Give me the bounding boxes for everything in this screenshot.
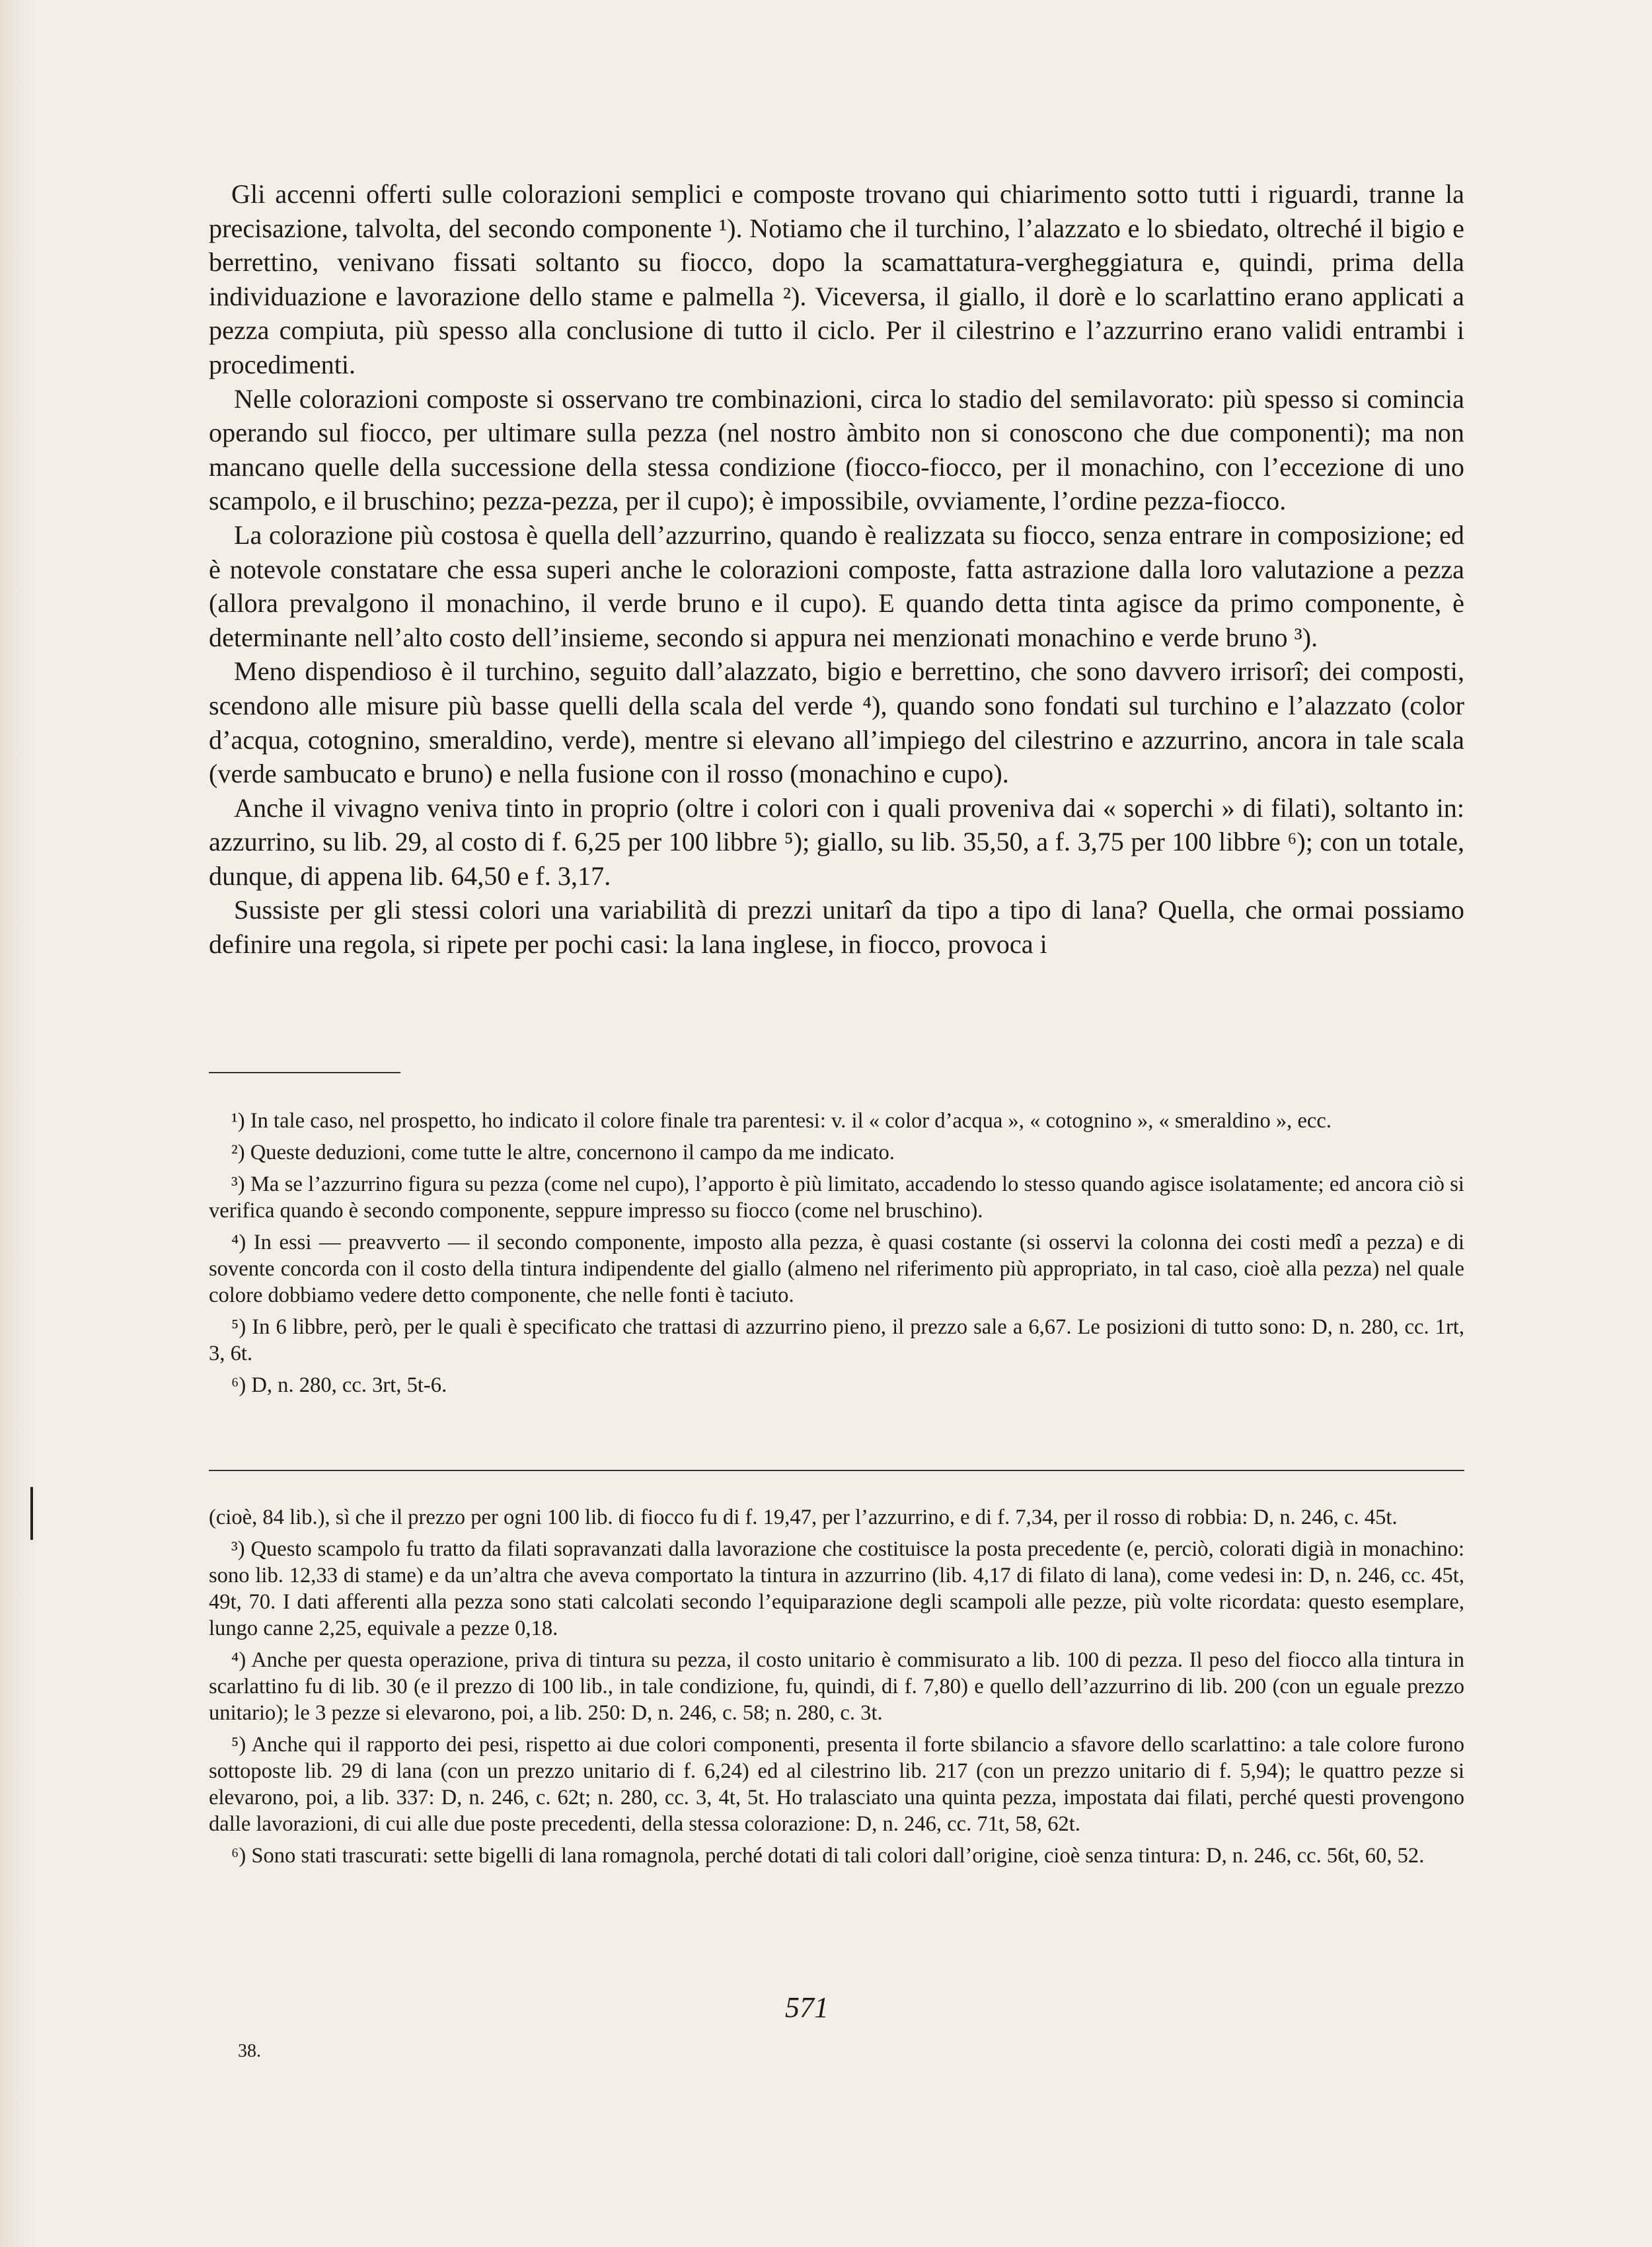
table-note-4: ⁴) Anche per questa operazione, priva di tintura su pezza, il costo unitario è commisurato a lib. 100 di pezza. Il peso del fiocco alla tintura in scarlattino fu di lib. 30 (e il prezzo di 100 lib., in tale condizione, fu, quindi, di f. 7,80) e quello dell’azzurrino di lib. 200 (con un eguale prezzo unitario); le 3 pezze si elevarono, poi, a lib. 250: D, n. 246, c. 58; n. 280, c. 3t.: [209, 1648, 1464, 1725]
footnote-1: ¹) In tale caso, nel prospetto, ho indicato il colore finale tra parentesi: v. il « color d’acqua », « cotognino », « smeraldino », ecc.: [231, 1109, 1332, 1133]
table-note-3: ³) Questo scampolo fu tratto da filati sopravanzati dalla lavorazione che costituisce la posta precedente (e, perciò, colorati digià in monachino: sono lib. 12,33 di stame) e da un’altra che aveva comportato la tintura in azzurrino (lib. 4,17 di filato di lana), come vedesi in: D, n. 246, cc. 45t, 49t, 70. I dati afferenti alla pezza sono stati calcolati secondo l’equiparazione degli scampoli alle pezze, più volte ricordata: questo esemplare, lungo canne 2,25, equivale a pezze 0,18.: [209, 1537, 1464, 1640]
table-note-5: ⁵) Anche qui il rapporto dei pesi, rispetto ai due colori componenti, presenta il forte sbilancio a sfavore dello scarlattino: a tale colore furono sottoposte lib. 29 di lana (con un prezzo unitario di f. 6,24) ed al cilestrino lib. 217 (con un prezzo unitario di f. 5,94); le quattro pezze si elevarono, poi, a lib. 337: D, n. 246, c. 62t; n. 280, cc. 3, 4t, 5t. Ho tralasciato una quinta pezza, impostata dai filati, perché questi provengono dalle lavorazioni, di cui alle due poste precedenti, della stessa colorazione: D, n. 246, cc. 71t, 58, 62t.: [209, 1733, 1464, 1836]
body-paragraph-2: Nelle colorazioni composte si osservano tre combinazioni, circa lo stadio del semilavorato: più spesso si comincia operando sul fiocco, per ultimare sulla pezza (nel nostro àmbito non si conoscono che due componenti); ma non mancano quelle della successione della stessa condizione (fiocco-fiocco, per il monachino, con l’eccezione di uno scampolo, e il bruschino; pezza-pezza, per il cupo); è impossibile, ovviamente, l’ordine pezza-fiocco.: [209, 383, 1464, 516]
footnote-4: ⁴) In essi — preavverto — il secondo componente, imposto alla pezza, è quasi costante (si osservi la colonna dei costi medî a pezza) e di sovente concorda con il costo della tintura indipendente del giallo (almeno nel riferimento più appropriato, in tal caso, cioè alla pezza) nel quale colore dobbiamo vedere detto componente, che nelle fonti è taciuto.: [209, 1231, 1464, 1307]
footnote-2: ²) Queste deduzioni, come tutte le altre, concernono il campo da me indicato.: [231, 1141, 895, 1164]
footnote-5: ⁵) In 6 libbre, però, per le quali è specificato che trattasi di azzurrino pieno, il prezzo sale a 6,67. Le posizioni di tutto sono: D, n. 280, cc. 1rt, 3, 6t.: [209, 1315, 1464, 1365]
footnote-6: ⁶) D, n. 280, cc. 3rt, 5t-6.: [231, 1373, 447, 1397]
footnotes-bottom: [209, 1504, 1464, 1874]
table-notes-separator: [209, 1470, 1464, 1471]
footnote-3: ³) Ma se l’azzurrino figura su pezza (come nel cupo), l’apporto è più limitato, accadendo lo stesso quando agisce isolatamente; ed ancora ciò si verifica quando è secondo componente, seppure impresso su fiocco (come nel bruschino).: [209, 1172, 1464, 1223]
binding-mark: [30, 1487, 33, 1540]
body-paragraph-5: Anche il vivagno veniva tinto in proprio (oltre i colori con i quali proveniva dai « soperchi » di filati), soltanto in: azzurrino, su lib. 29, al costo di f. 6,25 per 100 libbre ⁵); giallo, su lib. 35,50, a f. 3,75 per 100 libbre ⁶); con un totale, dunque, di appena lib. 64,50 e f. 3,17.: [209, 792, 1464, 891]
main-text: [209, 177, 1464, 962]
body-paragraph-1: Gli accenni offerti sulle colorazioni semplici e composte trovano qui chiarimento sotto tutti i riguardi, tranne la precisazione, talvolta, del secondo componente ¹). Notiamo che il turchino, l’alazzato e lo sbiedato, oltreché il bigio e berrettino, venivano fissati soltanto su fiocco, dopo la scamattatura-vergheggiatura e, quindi, prima della individuazione e lavorazione dello stame e palmella ²). Viceversa, il giallo, il dorè e lo scarlattino erano applicati a pezza compiuta, più spesso alla conclusione di tutto il ciclo. Per il cilestrino e l’azzurrino erano validi entrambi i procedimenti.: [209, 179, 1464, 379]
body-paragraph-4: Meno dispendioso è il turchino, seguito dall’alazzato, bigio e berrettino, che sono davvero irrisorî; dei composti, scendono alle misure più basse quelli della scala del verde ⁴), quando sono fondati sul turchino e l’alazzato (color d’acqua, cotognino, smeraldino, verde), mentre si elevano all’impiego del cilestrino e azzurrino, ancora in tale scala (verde sambucato e bruno) e nella fusione con il rosso (monachino e cupo).: [209, 656, 1464, 789]
page-number: 571: [785, 1991, 829, 2024]
sheet-number: 38.: [238, 2041, 261, 2061]
footnote-separator: [209, 1072, 400, 1073]
page-left-edge: [0, 0, 40, 2247]
footnotes-top: [209, 1108, 1464, 1404]
table-note-6: ⁶) Sono stati trascurati: sette bigelli di lana romagnola, perché dotati di tali colori dall’origine, cioè senza tintura: D, n. 246, cc. 56t, 60, 52.: [231, 1844, 1425, 1868]
body-paragraph-6: Sussiste per gli stessi colori una variabilità di prezzi unitarî da tipo a tipo di lana? Quella, che ormai possiamo definire una regola, si ripete per pochi casi: la lana inglese, in fiocco, provoca i: [209, 895, 1464, 960]
body-paragraph-3: La colorazione più costosa è quella dell’azzurrino, quando è realizzata su fiocco, senza entrare in composizione; ed è notevole constatare che essa superi anche le colorazioni composte, fatta astrazione dalla loro valutazione a pezza (allora prevalgono il monachino, il verde bruno e il cupo). E quando detta tinta agisce da primo componente, è determinante nell’alto costo dell’insieme, secondo si appura nei menzionati monachino e verde bruno ³).: [209, 519, 1464, 652]
table-note-continuation: (cioè, 84 lib.), sì che il prezzo per ogni 100 lib. di fiocco fu di f. 19,47, per l’azzurrino, e di f. 7,34, per il rosso di robbia: D, n. 246, c. 45t.: [209, 1505, 1398, 1529]
